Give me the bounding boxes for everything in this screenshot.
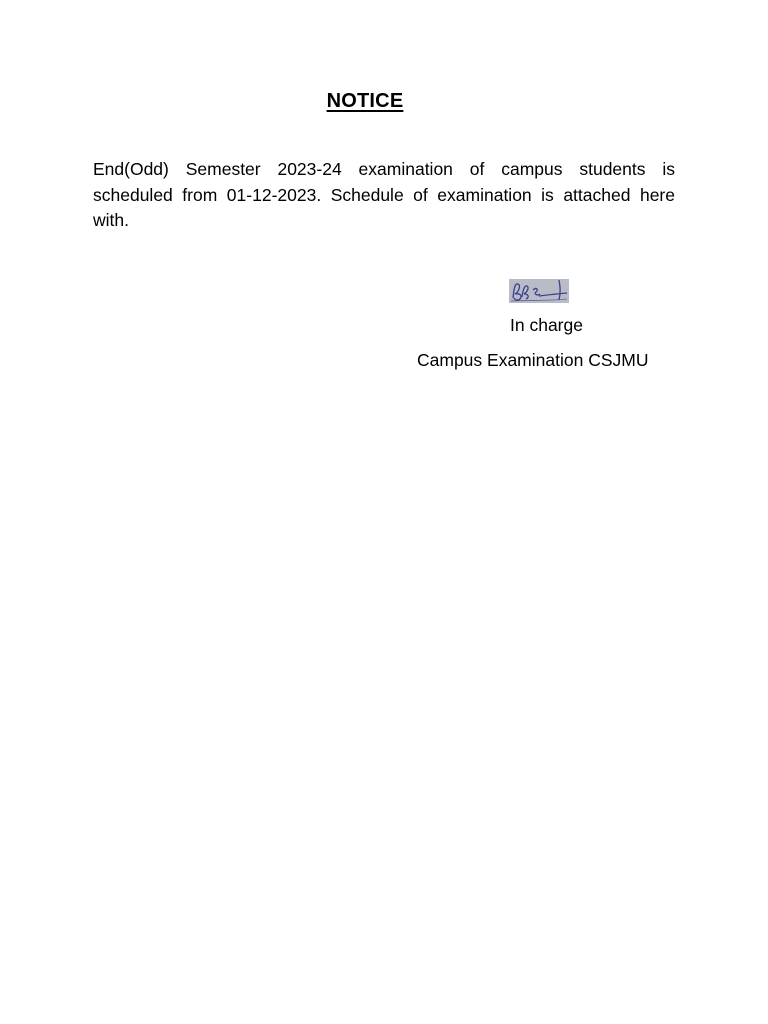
notice-title: NOTICE [326,90,404,112]
signatory-role: In charge [510,315,583,335]
signatory-office: Campus Examination CSJMU [417,350,649,370]
signature-image [509,278,569,304]
notice-body: End(Odd) Semester 2023-24 examination of campus students is scheduled from 01-12-2023. Schedule of examination is attached here with. [93,159,675,230]
